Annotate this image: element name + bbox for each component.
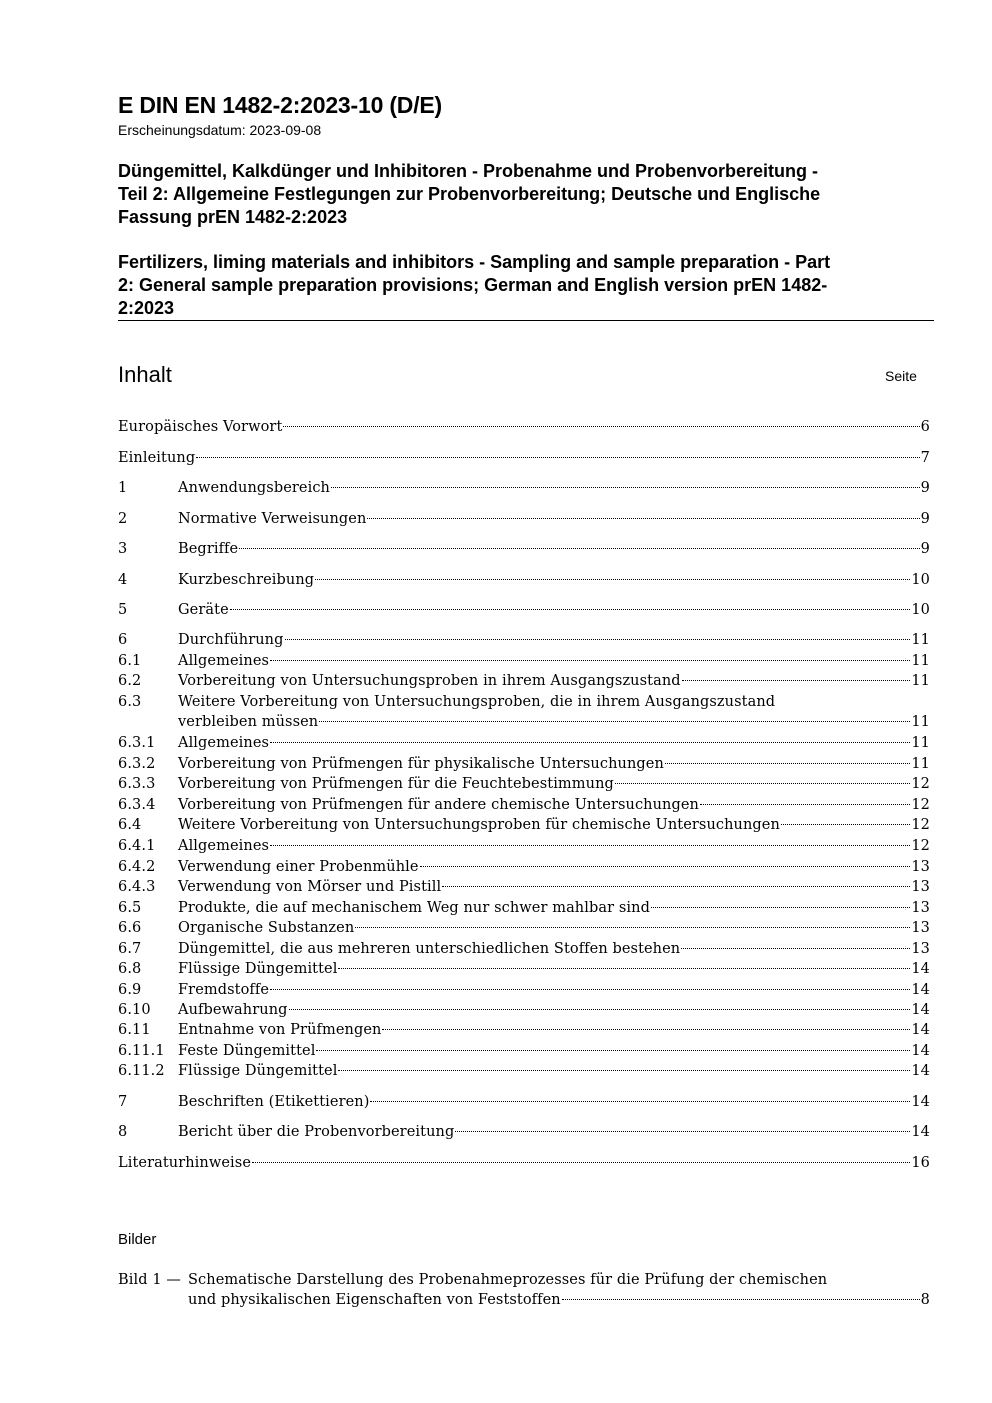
toc-entry-number: 6.5 — [118, 900, 142, 916]
toc-entry-page: 10 — [911, 572, 930, 588]
toc-entry-page: 14 — [911, 1022, 930, 1038]
toc-entry-page: 12 — [911, 797, 930, 813]
dot-leader — [367, 518, 919, 519]
toc-entry-number: 6.2 — [118, 673, 142, 689]
toc-entry-page: 9 — [920, 541, 930, 557]
toc-entry-number: 6.9 — [118, 982, 142, 998]
toc-entry[interactable] — [118, 600, 930, 620]
toc-entry-title: verbleiben müssen — [178, 714, 319, 730]
dot-leader — [270, 660, 910, 661]
dot-leader — [382, 1029, 910, 1030]
toc-entry-number: 6.3.2 — [118, 756, 156, 772]
toc-entry-title: Einleitung — [118, 450, 196, 466]
toc-entry-number: 6.1 — [118, 653, 142, 669]
toc-page-column-label: Seite — [885, 368, 917, 384]
toc-entry-page: 11 — [911, 653, 930, 669]
dot-leader — [681, 948, 910, 949]
title-english-line: 2: General sample preparation provisions; German and English version prEN 1482- — [118, 275, 828, 295]
dot-leader — [315, 579, 910, 580]
toc-entry-number: 7 — [118, 1094, 128, 1110]
toc-entry[interactable] — [118, 1020, 930, 1040]
toc-entry-number: 2 — [118, 511, 128, 527]
toc-entry-number: 6.11 — [118, 1022, 151, 1038]
toc-entry-page: 6 — [920, 419, 930, 435]
toc-entry[interactable] — [118, 1061, 930, 1081]
toc-entry[interactable] — [118, 877, 930, 897]
toc-entry-title: Flüssige Düngemittel — [178, 961, 338, 977]
toc-entry[interactable] — [118, 1122, 930, 1142]
toc-entry[interactable] — [118, 1041, 930, 1061]
toc-entry-page: 13 — [911, 900, 930, 916]
toc-entry-page: 13 — [911, 920, 930, 936]
dot-leader — [316, 1050, 910, 1051]
toc-entry[interactable] — [118, 733, 930, 753]
toc-entry-title: Weitere Vorbereitung von Untersuchungsproben für chemische Untersuchungen — [178, 817, 780, 833]
toc-entry-number: 6.4.3 — [118, 879, 156, 895]
toc-entry-number: 6.8 — [118, 961, 142, 977]
toc-entry-page: 14 — [911, 961, 930, 977]
toc-entry-page: 14 — [911, 1094, 930, 1110]
header-divider — [118, 320, 934, 321]
toc-entry[interactable] — [118, 980, 930, 1000]
toc-entry-number: 5 — [118, 602, 128, 618]
dot-leader — [665, 763, 910, 764]
toc-entry-number: 8 — [118, 1124, 128, 1140]
toc-entry-title: Allgemeines — [178, 735, 270, 751]
dot-leader — [442, 886, 910, 887]
figure-entry[interactable] — [118, 1270, 930, 1310]
dot-leader — [651, 907, 910, 908]
toc-entry[interactable] — [118, 570, 930, 590]
dot-leader — [283, 426, 919, 427]
dot-leader — [370, 1101, 910, 1102]
toc-entry[interactable] — [118, 448, 930, 468]
figure-entry-page: 8 — [920, 1292, 930, 1308]
toc-heading: Inhalt — [118, 362, 172, 387]
toc-entry-title: Allgemeines — [178, 838, 270, 854]
toc-entry-number: 6.6 — [118, 920, 142, 936]
figures-heading: Bilder — [118, 1231, 157, 1248]
toc-entry[interactable] — [118, 1153, 930, 1173]
toc-entry-title: Verwendung einer Probenmühle — [178, 859, 419, 875]
title-english — [118, 251, 918, 320]
toc-entry-page: 16 — [911, 1155, 930, 1171]
dot-leader — [239, 548, 919, 549]
figure-entry-title-first-line: Schematische Darstellung des Probenahmeprozesses für die Prüfung der chemischen — [188, 1272, 828, 1288]
toc-entry[interactable] — [118, 795, 930, 815]
dot-leader — [338, 968, 910, 969]
toc-entry-number: 6.10 — [118, 1002, 151, 1018]
toc-entry[interactable] — [118, 1000, 930, 1020]
toc-entry-page: 12 — [911, 838, 930, 854]
title-german-line: Düngemittel, Kalkdünger und Inhibitoren - Probenahme und Probenvorbereitung - — [118, 161, 819, 181]
dot-leader — [455, 1131, 910, 1132]
toc-entry-number: 1 — [118, 480, 128, 496]
toc-entry[interactable] — [118, 630, 930, 650]
toc-entry-page: 11 — [911, 632, 930, 648]
toc-entry[interactable] — [118, 1092, 930, 1112]
dot-leader — [270, 845, 910, 846]
toc-entry[interactable] — [118, 671, 930, 691]
toc-entry-number: 6.7 — [118, 941, 142, 957]
toc-entry-title: Vorbereitung von Untersuchungsproben in ihrem Ausgangszustand — [178, 673, 681, 689]
toc-entry-title: Verwendung von Mörser und Pistill — [178, 879, 442, 895]
dot-leader — [331, 487, 920, 488]
title-english-line: Fertilizers, liming materials and inhibitors - Sampling and sample preparation - Part — [118, 252, 831, 272]
toc-entry-number: 6.11.2 — [118, 1063, 165, 1079]
title-english-line: 2:2023 — [118, 298, 175, 318]
toc-entry-number: 6.11.1 — [118, 1043, 165, 1059]
toc-entry[interactable] — [118, 815, 930, 835]
toc-entry-title-first-line: Weitere Vorbereitung von Untersuchungsproben, die in ihrem Ausgangszustand — [178, 694, 776, 710]
title-german-line: Fassung prEN 1482-2:2023 — [118, 207, 348, 227]
toc-entry[interactable] — [118, 509, 930, 529]
toc-entry-number: 6.3.3 — [118, 776, 156, 792]
toc-entry-title: Bericht über die Probenvorbereitung — [178, 1124, 455, 1140]
toc-entry-title: Produkte, die auf mechanischem Weg nur schwer mahlbar sind — [178, 900, 650, 916]
toc-entry-title: Literaturhinweise — [118, 1155, 252, 1171]
dot-leader — [562, 1299, 920, 1300]
toc-entry-page: 14 — [911, 1063, 930, 1079]
toc-entry[interactable] — [118, 939, 930, 959]
dot-leader — [420, 866, 911, 867]
dot-leader — [615, 783, 910, 784]
toc-entry-title: Düngemittel, die aus mehreren unterschiedlichen Stoffen bestehen — [178, 941, 681, 957]
toc-entry-title: Europäisches Vorwort — [118, 419, 283, 435]
figure-entry-title: und physikalischen Eigenschaften von Feststoffen — [188, 1292, 561, 1308]
dot-leader — [319, 721, 910, 722]
dot-leader — [682, 680, 911, 681]
toc-entry[interactable] — [118, 898, 930, 918]
toc-entry-page: 9 — [920, 480, 930, 496]
toc-entry[interactable] — [118, 692, 930, 732]
toc-entry-title: Kurzbeschreibung — [178, 572, 315, 588]
dot-leader — [270, 742, 910, 743]
toc-entry-number: 6.3.1 — [118, 735, 156, 751]
toc-entry-title: Feste Düngemittel — [178, 1043, 316, 1059]
toc-entry-title: Allgemeines — [178, 653, 270, 669]
dot-leader — [700, 804, 910, 805]
toc-entry-number: 6.4.2 — [118, 859, 156, 875]
toc-entry-page: 13 — [911, 879, 930, 895]
toc-entry-page: 12 — [911, 776, 930, 792]
dot-leader — [196, 457, 919, 458]
toc-entry-title: Geräte — [178, 602, 229, 618]
toc-entry[interactable] — [118, 539, 930, 559]
document-code: E DIN EN 1482-2:2023-10 (D/E) — [118, 92, 443, 118]
toc-entry-title: Normative Verweisungen — [178, 511, 367, 527]
toc-entry-page: 13 — [911, 941, 930, 957]
toc-entry[interactable] — [118, 417, 930, 437]
dot-leader — [781, 824, 910, 825]
figure-entry-number: Bild 1 — — [118, 1272, 181, 1288]
title-german — [118, 160, 918, 229]
toc-entry[interactable] — [118, 774, 930, 794]
toc-entry-number: 6.3 — [118, 694, 142, 710]
dot-leader — [252, 1162, 910, 1163]
toc-entry-page: 11 — [911, 714, 930, 730]
toc-entry-title: Fremdstoffe — [178, 982, 270, 998]
publication-date: Erscheinungsdatum: 2023-09-08 — [118, 122, 322, 138]
toc-entry-page: 14 — [911, 1002, 930, 1018]
toc-entry-title: Vorbereitung von Prüfmengen für die Feuchtebestimmung — [178, 776, 614, 792]
toc-entry[interactable] — [118, 754, 930, 774]
toc-entry[interactable] — [118, 478, 930, 498]
toc-entry-page: 7 — [920, 450, 930, 466]
toc-entry[interactable] — [118, 918, 930, 938]
toc-entry-page: 12 — [911, 817, 930, 833]
toc-entry[interactable] — [118, 959, 930, 979]
dot-leader — [355, 927, 910, 928]
dot-leader — [230, 609, 911, 610]
toc-entry-title: Anwendungsbereich — [178, 480, 330, 496]
toc-entry[interactable] — [118, 651, 930, 671]
toc-entry-page: 14 — [911, 982, 930, 998]
toc-entry-title: Vorbereitung von Prüfmengen für physikalische Untersuchungen — [178, 756, 664, 772]
dot-leader — [338, 1070, 910, 1071]
toc-entry-number: 6.4.1 — [118, 838, 156, 854]
toc-entry-page: 10 — [911, 602, 930, 618]
toc-entry[interactable] — [118, 857, 930, 877]
toc-entry-title: Entnahme von Prüfmengen — [178, 1022, 382, 1038]
toc-entry-page: 9 — [920, 511, 930, 527]
toc-entry-number: 6.3.4 — [118, 797, 156, 813]
toc-entry-title: Aufbewahrung — [178, 1002, 288, 1018]
toc-entry-number: 6 — [118, 632, 128, 648]
toc-entry-page: 13 — [911, 859, 930, 875]
toc-entry-page: 11 — [911, 735, 930, 751]
dot-leader — [289, 1009, 911, 1010]
title-german-line: Teil 2: Allgemeine Festlegungen zur Probenvorbereitung; Deutsche und Englische — [118, 184, 821, 204]
toc-entry-title: Vorbereitung von Prüfmengen für andere chemische Untersuchungen — [178, 797, 699, 813]
toc-entry-number: 6.4 — [118, 817, 142, 833]
toc-entry-number: 3 — [118, 541, 128, 557]
dot-leader — [270, 989, 910, 990]
toc-entry-title: Durchführung — [178, 632, 284, 648]
dot-leader — [285, 639, 911, 640]
toc-entry-page: 14 — [911, 1043, 930, 1059]
toc-entry-title: Organische Substanzen — [178, 920, 355, 936]
toc-entry[interactable] — [118, 836, 930, 856]
toc-entry-title: Begriffe — [178, 541, 239, 557]
toc-entry-title: Beschriften (Etikettieren) — [178, 1094, 370, 1110]
toc-entry-title: Flüssige Düngemittel — [178, 1063, 338, 1079]
toc-entry-page: 11 — [911, 756, 930, 772]
toc-entry-page: 11 — [911, 673, 930, 689]
toc-entry-page: 14 — [911, 1124, 930, 1140]
toc-entry-number: 4 — [118, 572, 128, 588]
